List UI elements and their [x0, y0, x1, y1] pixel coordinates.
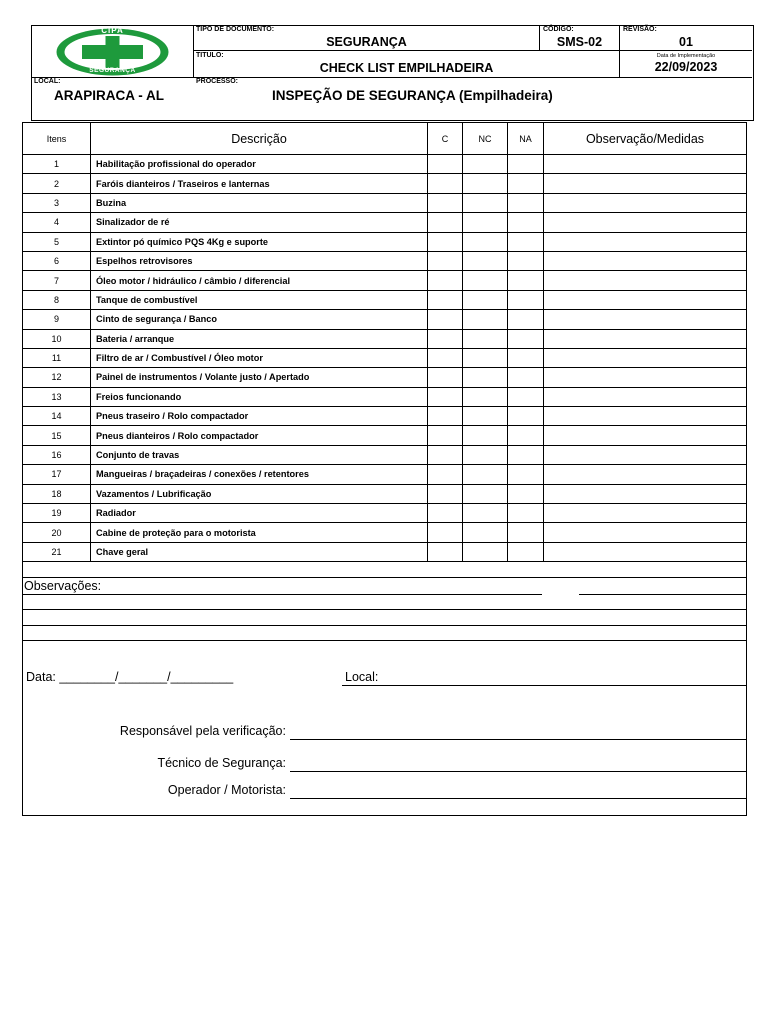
table-row	[23, 542, 747, 561]
item-description: Cinto de segurança / Banco	[91, 310, 428, 329]
check-na-cell[interactable]	[508, 445, 544, 464]
check-nc-cell[interactable]	[463, 542, 508, 561]
table-row	[23, 484, 747, 503]
responsible-signature-line[interactable]	[290, 739, 746, 740]
observation-cell[interactable]	[544, 310, 747, 329]
check-nc-cell[interactable]	[463, 523, 508, 542]
col-header-nc: NC	[463, 123, 508, 155]
observation-cell[interactable]	[544, 290, 747, 309]
item-description: Filtro de ar / Combustível / Óleo motor	[91, 348, 428, 367]
revision-value: 01	[679, 35, 693, 49]
observation-cell[interactable]	[544, 504, 747, 523]
table-row	[23, 232, 747, 251]
item-number: 4	[23, 213, 91, 232]
check-na-cell[interactable]	[508, 523, 544, 542]
observation-cell[interactable]	[544, 271, 747, 290]
item-description: Sinalizador de ré	[91, 213, 428, 232]
observation-cell[interactable]	[544, 445, 747, 464]
item-description: Buzina	[91, 193, 428, 212]
observation-cell[interactable]	[544, 387, 747, 406]
observation-cell[interactable]	[544, 251, 747, 270]
item-number: 13	[23, 387, 91, 406]
title-value: CHECK LIST EMPILHADEIRA	[319, 61, 494, 75]
col-header-na: NA	[508, 123, 544, 155]
check-nc-cell[interactable]	[463, 290, 508, 309]
check-na-cell[interactable]	[508, 542, 544, 561]
check-na-cell[interactable]	[508, 484, 544, 503]
item-description: Pneus dianteiros / Rolo compactador	[91, 426, 428, 445]
check-c-cell[interactable]	[428, 484, 463, 503]
check-c-cell[interactable]	[428, 504, 463, 523]
item-description: Mangueiras / braçadeiras / conexões / retentores	[91, 465, 428, 484]
obs-top-line	[22, 577, 746, 578]
check-nc-cell[interactable]	[463, 251, 508, 270]
check-na-cell[interactable]	[508, 329, 544, 348]
col-header-items: Itens	[23, 123, 91, 155]
observation-cell[interactable]	[544, 368, 747, 387]
table-row	[23, 174, 747, 193]
check-nc-cell[interactable]	[463, 426, 508, 445]
check-nc-cell[interactable]	[463, 387, 508, 406]
check-c-cell[interactable]	[428, 290, 463, 309]
observation-cell[interactable]	[544, 213, 747, 232]
check-na-cell[interactable]	[508, 155, 544, 174]
table-row	[23, 348, 747, 367]
item-description: Vazamentos / Lubrificação	[91, 484, 428, 503]
item-number: 5	[23, 232, 91, 251]
item-description: Painel de instrumentos / Volante justo / Apertado	[91, 368, 428, 387]
item-number: 19	[23, 504, 91, 523]
table-row	[23, 368, 747, 387]
code-label: CÓDIGO:	[543, 26, 574, 33]
observation-cell[interactable]	[544, 155, 747, 174]
check-na-cell[interactable]	[508, 348, 544, 367]
check-na-cell[interactable]	[508, 504, 544, 523]
check-na-cell[interactable]	[508, 368, 544, 387]
obs-line-2[interactable]	[22, 609, 746, 610]
item-description: Extintor pó químico PQS 4Kg e suporte	[91, 232, 428, 251]
check-nc-cell[interactable]	[463, 504, 508, 523]
cipa-logo	[55, 27, 170, 77]
observation-cell[interactable]	[544, 484, 747, 503]
logo-bottom-text: SEGURANÇA	[89, 67, 136, 74]
check-c-cell[interactable]	[428, 193, 463, 212]
checklist-table	[22, 122, 747, 562]
check-c-cell[interactable]	[428, 251, 463, 270]
item-number: 7	[23, 271, 91, 290]
check-nc-cell[interactable]	[463, 232, 508, 251]
check-c-cell[interactable]	[428, 445, 463, 464]
item-number: 14	[23, 407, 91, 426]
observation-cell[interactable]	[544, 465, 747, 484]
item-number: 10	[23, 329, 91, 348]
table-row	[23, 251, 747, 270]
local-value: ARAPIRACA - AL	[54, 88, 164, 103]
process-label: PROCESSO:	[196, 78, 239, 85]
col-header-description: Descrição	[91, 123, 428, 155]
item-description: Faróis dianteiros / Traseiros e lanternas	[91, 174, 428, 193]
item-number: 9	[23, 310, 91, 329]
observation-cell[interactable]	[544, 174, 747, 193]
item-number: 18	[23, 484, 91, 503]
obs-line-1a[interactable]	[22, 594, 542, 595]
obs-line-1b[interactable]	[579, 594, 746, 595]
doc-type-value: SEGURANÇA	[326, 35, 407, 49]
item-number: 20	[23, 523, 91, 542]
check-na-cell[interactable]	[508, 251, 544, 270]
observation-cell[interactable]	[544, 407, 747, 426]
table-row	[23, 504, 747, 523]
local-field-line[interactable]	[342, 685, 746, 686]
check-nc-cell[interactable]	[463, 445, 508, 464]
table-row	[23, 290, 747, 309]
item-number: 21	[23, 542, 91, 561]
table-row	[23, 310, 747, 329]
item-number: 15	[23, 426, 91, 445]
check-c-cell[interactable]	[428, 174, 463, 193]
check-nc-cell[interactable]	[463, 407, 508, 426]
check-nc-cell[interactable]	[463, 155, 508, 174]
check-nc-cell[interactable]	[463, 484, 508, 503]
header-row1-divider	[193, 50, 752, 51]
item-number: 8	[23, 290, 91, 309]
check-nc-cell[interactable]	[463, 213, 508, 232]
check-na-cell[interactable]	[508, 174, 544, 193]
item-number: 12	[23, 368, 91, 387]
check-c-cell[interactable]	[428, 368, 463, 387]
technician-label: Técnico de Segurança:	[157, 756, 286, 770]
item-number: 6	[23, 251, 91, 270]
check-c-cell[interactable]	[428, 523, 463, 542]
impl-date-label: Data de Implementação	[656, 53, 716, 59]
revision-label: REVISÃO:	[623, 26, 657, 33]
item-description: Radiador	[91, 504, 428, 523]
check-nc-cell[interactable]	[463, 193, 508, 212]
check-nc-cell[interactable]	[463, 329, 508, 348]
item-description: Freios funcionando	[91, 387, 428, 406]
header-row2-divider	[31, 77, 752, 78]
item-number: 3	[23, 193, 91, 212]
check-c-cell[interactable]	[428, 348, 463, 367]
check-c-cell[interactable]	[428, 271, 463, 290]
item-description: Chave geral	[91, 542, 428, 561]
check-c-cell[interactable]	[428, 155, 463, 174]
item-description: Cabine de proteção para o motorista	[91, 523, 428, 542]
technician-signature-line[interactable]	[290, 771, 746, 772]
operator-signature-line[interactable]	[290, 798, 746, 799]
check-na-cell[interactable]	[508, 387, 544, 406]
item-number: 16	[23, 445, 91, 464]
obs-line-4[interactable]	[22, 640, 746, 641]
item-description: Bateria / arranque	[91, 329, 428, 348]
check-na-cell[interactable]	[508, 407, 544, 426]
observation-cell[interactable]	[544, 348, 747, 367]
check-c-cell[interactable]	[428, 329, 463, 348]
title-label: TITULO:	[196, 52, 224, 59]
check-c-cell[interactable]	[428, 465, 463, 484]
item-number: 1	[23, 155, 91, 174]
check-c-cell[interactable]	[428, 407, 463, 426]
table-row	[23, 155, 747, 174]
check-nc-cell[interactable]	[463, 174, 508, 193]
check-nc-cell[interactable]	[463, 310, 508, 329]
check-c-cell[interactable]	[428, 232, 463, 251]
check-na-cell[interactable]	[508, 232, 544, 251]
check-nc-cell[interactable]	[463, 271, 508, 290]
observation-cell[interactable]	[544, 193, 747, 212]
check-na-cell[interactable]	[508, 426, 544, 445]
date-field[interactable]: Data: ________/_______/_________	[26, 670, 234, 684]
check-c-cell[interactable]	[428, 542, 463, 561]
table-row	[23, 426, 747, 445]
check-na-cell[interactable]	[508, 271, 544, 290]
table-row	[23, 271, 747, 290]
check-c-cell[interactable]	[428, 426, 463, 445]
item-number: 2	[23, 174, 91, 193]
local-label: LOCAL:	[34, 78, 61, 85]
table-header-row	[23, 123, 747, 155]
observation-cell[interactable]	[544, 426, 747, 445]
item-description: Óleo motor / hidráulico / câmbio / diferencial	[91, 271, 428, 290]
logo-top-text: CIPA	[101, 26, 124, 35]
table-row	[23, 523, 747, 542]
item-description: Conjunto de travas	[91, 445, 428, 464]
table-row	[23, 407, 747, 426]
item-number: 17	[23, 465, 91, 484]
check-nc-cell[interactable]	[463, 348, 508, 367]
item-description: Pneus traseiro / Rolo compactador	[91, 407, 428, 426]
check-nc-cell[interactable]	[463, 465, 508, 484]
item-number: 11	[23, 348, 91, 367]
observation-cell[interactable]	[544, 329, 747, 348]
item-description: Tanque de combustível	[91, 290, 428, 309]
table-row	[23, 465, 747, 484]
code-value: SMS-02	[556, 35, 603, 49]
process-value: INSPEÇÃO DE SEGURANÇA (Empilhadeira)	[272, 88, 553, 103]
check-c-cell[interactable]	[428, 387, 463, 406]
responsible-label: Responsável pela verificação:	[119, 724, 286, 738]
table-row	[23, 387, 747, 406]
impl-date-value: 22/09/2023	[654, 60, 718, 74]
check-na-cell[interactable]	[508, 465, 544, 484]
observations-label: Observações:	[24, 579, 102, 593]
observations-block	[22, 561, 747, 816]
table-row	[23, 213, 747, 232]
obs-line-3[interactable]	[22, 625, 746, 626]
item-description: Habilitação profissional do operador	[91, 155, 428, 174]
check-na-cell[interactable]	[508, 193, 544, 212]
check-nc-cell[interactable]	[463, 368, 508, 387]
item-description: Espelhos retrovisores	[91, 251, 428, 270]
doc-type-label: TIPO DE DOCUMENTO:	[196, 26, 275, 33]
table-row	[23, 193, 747, 212]
observation-cell[interactable]	[544, 232, 747, 251]
col-header-c: C	[428, 123, 463, 155]
local-field-label: Local:	[345, 670, 379, 684]
check-c-cell[interactable]	[428, 213, 463, 232]
observation-cell[interactable]	[544, 523, 747, 542]
col-header-observation: Observação/Medidas	[544, 123, 747, 155]
check-na-cell[interactable]	[508, 290, 544, 309]
check-na-cell[interactable]	[508, 213, 544, 232]
table-row	[23, 329, 747, 348]
check-c-cell[interactable]	[428, 310, 463, 329]
observation-cell[interactable]	[544, 542, 747, 561]
check-na-cell[interactable]	[508, 310, 544, 329]
table-row	[23, 445, 747, 464]
operator-label: Operador / Motorista:	[167, 783, 286, 797]
